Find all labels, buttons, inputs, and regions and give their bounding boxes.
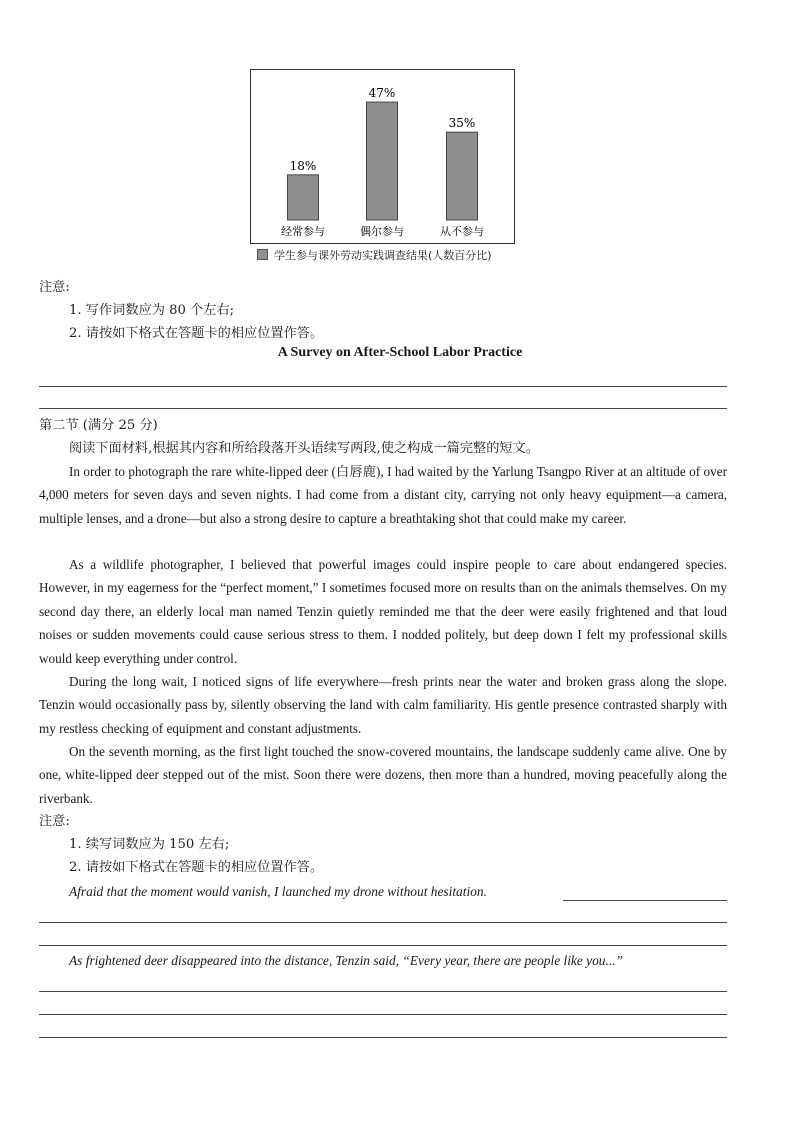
bar-1 bbox=[288, 175, 319, 220]
legend-label: 学生参与课外劳动实践调查结果(人数百分比) bbox=[274, 249, 492, 262]
continuation-prompt-2: As frightened deer disappeared into the distance, Tenzin said, “Every year, there are people like you...” bbox=[69, 953, 623, 968]
category-label: 经常参与 bbox=[281, 225, 325, 238]
bar-value-label: 18% bbox=[289, 158, 317, 173]
bar-value-label: 35% bbox=[448, 116, 476, 131]
story-paragraph-1: In order to photograph the rare white-lipped deer (白唇鹿), I had waited by the Yarlung Tsangpo River at an altitude of over 4,000 meters for seven days and seven nights. I had come from a distant city, carrying not only heavy equipment—a camera, multiple lenses, and a drone—but also a strong desire to capture a breathtaking shot that could make my career. bbox=[39, 464, 727, 526]
answer-line bbox=[39, 386, 727, 387]
story-paragraph-2: As a wildlife photographer, I believed that powerful images could inspire people to care about endangered species. However, in my eagerness for the “perfect moment,” I sometimes focused more on results than on the animals themselves. On my second day there, an elderly local man named Tenzin quietly reminded me that the deer were easily frightened and that loud noises or sudden movements could cause serious stress to them. I nodded politely, but deep down I felt my professional skills would keep everything under control. bbox=[39, 557, 727, 666]
note-1-1: 1. 写作词数应为 80 个左右; bbox=[69, 303, 235, 318]
story-paragraph-4: On the seventh morning, as the first light touched the snow-covered mountains, the landscape suddenly came alive. One by one, white-lipped deer stepped out of the mist. Soon there were dozens, then more than a hundred, moving peacefully along the riverbank. bbox=[39, 744, 727, 806]
continuation-prompt-1: Afraid that the moment would vanish, I launched my drone without hesitation. bbox=[69, 884, 487, 899]
legend-swatch bbox=[257, 249, 268, 260]
chart-legend bbox=[257, 247, 492, 263]
answer-line bbox=[39, 1014, 727, 1015]
bar-3 bbox=[447, 132, 478, 220]
note-1-2: 2. 请按如下格式在答题卡的相应位置作答。 bbox=[69, 326, 324, 341]
section2-instruction: 阅读下面材料,根据其内容和所给段落开头语续写两段,使之构成一篇完整的短文。 bbox=[69, 441, 539, 456]
answer-line bbox=[563, 900, 727, 901]
category-label: 偶尔参与 bbox=[360, 225, 404, 238]
notice-label-1: 注意: bbox=[39, 280, 70, 295]
note-2-1: 1. 续写词数应为 150 左右; bbox=[69, 837, 230, 852]
story-paragraph-3: During the long wait, I noticed signs of life everywhere—fresh prints near the water and broken grass along the slope. Tenzin would occasionally pass by, silently observing the land with calm familiarity. His gentle presence contrasted sharply with my restless checking of equipment and constant adjustments. bbox=[39, 674, 727, 736]
essay-title: A Survey on After-School Labor Practice bbox=[277, 345, 523, 360]
category-label: 从不参与 bbox=[440, 225, 484, 238]
answer-line bbox=[39, 945, 727, 946]
bar-chart bbox=[250, 69, 515, 244]
notice-label-2: 注意: bbox=[39, 814, 70, 829]
bar-chart-svg bbox=[251, 70, 513, 242]
note-2-2: 2. 请按如下格式在答题卡的相应位置作答。 bbox=[69, 860, 324, 875]
answer-line bbox=[39, 1037, 727, 1038]
answer-line bbox=[39, 991, 727, 992]
bar-2 bbox=[367, 102, 398, 220]
bar-value-label: 47% bbox=[368, 86, 396, 101]
answer-line bbox=[39, 922, 727, 923]
answer-line bbox=[39, 408, 727, 409]
section2-heading: 第二节 (满分 25 分) bbox=[39, 418, 158, 433]
